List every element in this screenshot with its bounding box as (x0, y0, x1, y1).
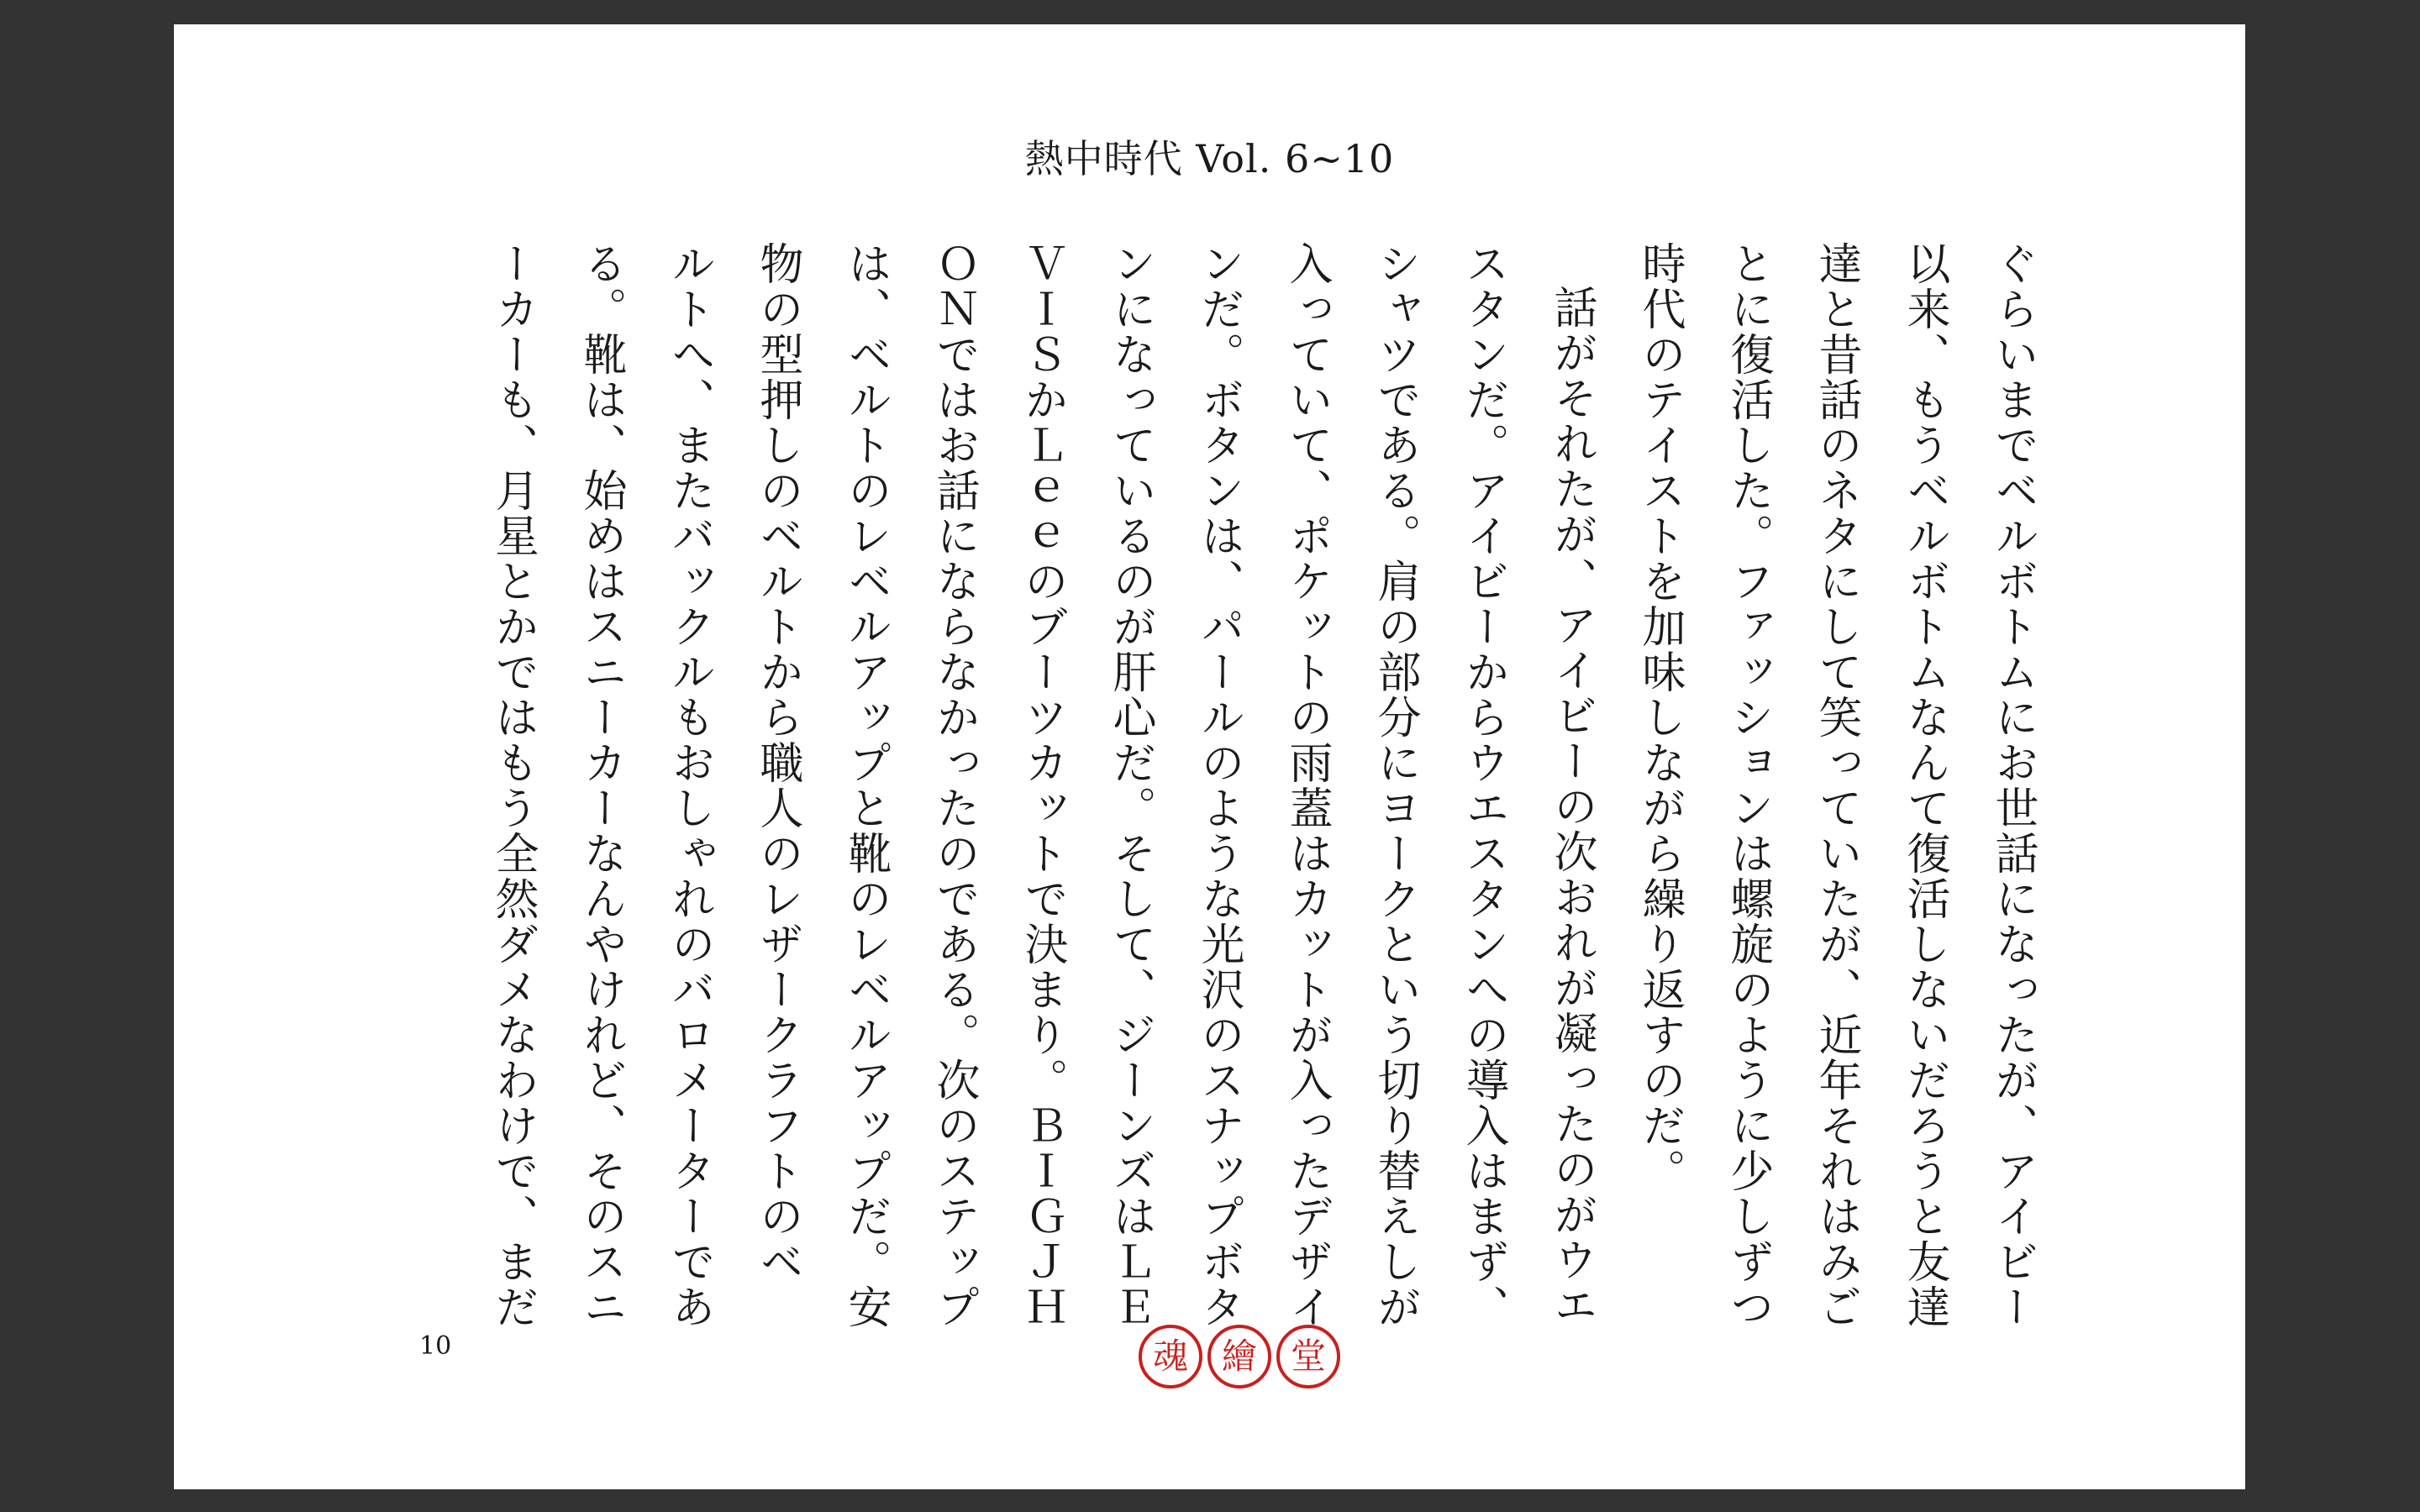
text-column: は、ベルトのレベルアップと靴のレベルアップだ。安 (840, 241, 891, 1330)
vertical-body-text (455, 241, 2056, 1330)
text-column: 話がそれたが、アイビーの次おれが凝ったのがウエ (1546, 285, 1597, 1328)
text-column: スタンだ。アイビーからウエスタンへの導入はまず、 (1458, 241, 1508, 1330)
text-column: ンだ。ボタンは、パールのような光沢のスナップボタ (1193, 241, 1244, 1330)
text-column: ルトへ、またバックルもおしゃれのバロメーターであ (664, 241, 714, 1330)
text-column: ぐらいまでベルボトムにお世話になったが、アイビー (1987, 241, 2038, 1330)
text-column: ＶＩＳかＬｅｅのブーツカットで決まり。ＢＩＧＪＨ (1017, 241, 1067, 1330)
text-column: ーカーも、月星とかではもう全然ダメなわけで、まだ (487, 241, 538, 1330)
text-column: ンになっているのが肝心だ。そして、ジーンズはＬＥ (1105, 241, 1155, 1330)
text-column: シャツである。肩の部分にヨークという切り替えしが (1370, 241, 1420, 1330)
text-column: 時代のテイストを加味しながら繰り返すのだ。 (1634, 241, 1685, 1194)
seal-stamp: 魂 (1139, 1325, 1202, 1389)
page-number: 10 (419, 1331, 452, 1361)
document-page (174, 24, 2245, 1489)
seal-stamp: 繪 (1207, 1325, 1271, 1389)
seal-stamp: 堂 (1276, 1325, 1340, 1389)
page-header: 熱中時代 Vol. 6~10 (1024, 136, 1395, 181)
text-column: 入っていて、ポケットの雨蓋はカットが入ったデザイ (1281, 241, 1332, 1330)
text-column: ＯＮではお話にならなかったのである。次のステップ (929, 241, 979, 1330)
text-column: 以来、もうベルボトムなんて復活しないだろうと友達 (1899, 241, 1949, 1330)
text-column: 達と昔話のネタにして笑っていたが、近年それはみご (1811, 241, 1861, 1330)
text-column: る。靴は、始めはスニーカーなんやけれど、そのスニ (576, 241, 626, 1330)
seal-logo (1139, 1325, 1340, 1389)
text-column: 物の型押しのベルトから職人のレザークラフトのベ (752, 241, 802, 1284)
text-column: とに復活した。ファッションは螺旋のように少しずつ (1723, 241, 1773, 1330)
